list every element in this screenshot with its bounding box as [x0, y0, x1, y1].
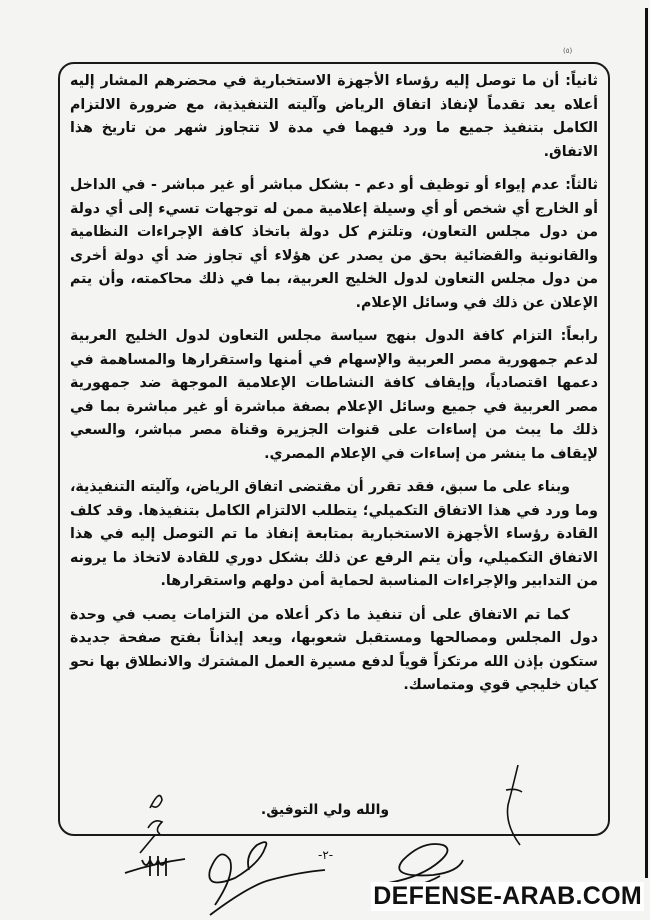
signature-stroke-frame-right	[500, 760, 540, 850]
paragraph-text: عدم إيواء أو توظيف أو دعم - بشكل مباشر أو غير مباشر - في الداخل أو الخارج أي شخص أو أي وسيلة إعلامية ممن له توجهات تسيء إلى أي دولة من دول مجلس التعاون، وتلتزم كل دولة باتخاذ كافة الإجراءات النظامية والقانونية والقضائية بحق من يصدر عن هؤلاء أي تجاوز ضد أي دولة أخرى من دول مجلس التعاون لدول الخليج العربية، بما في ذلك محاكمته، وأن يتم الإعلان عن ذلك في وسائل الإعلام.	[70, 177, 598, 311]
signature-middle	[185, 835, 335, 920]
scan-edge-line	[645, 8, 648, 878]
watermark: DEFENSE-ARAB.COM	[373, 882, 642, 910]
paragraph-text: وبناء على ما سبق، فقد تقرر أن مقتضى اتفاق الرياض، وآليته التنفيذية، وما ورد في هذا الاتفاق التكميلي؛ يتطلب الالتزام الكامل بتنفيذها. وقد كلف القادة رؤساء الأجهزة الاستخبارية بمتابعة إنفاذ ما تم التوصل إليه في هذا الاتفاق التكميلي، وأن يتم الرفع عن ذلك بشكل دوري للقادة لاتخاذ ما يرونه من التدابير والإجراءات المناسبة لحماية أمن دولهم واستقرارها.	[70, 479, 598, 589]
paragraph-label: رابعاً:	[560, 328, 598, 344]
top-mark: (٥)	[563, 47, 573, 55]
paragraph-agreement	[70, 604, 598, 698]
paragraph-text: كما تم الاتفاق على أن تنفيذ ما ذكر أعلاه من التزامات يصب في وحدة دول المجلس ومصالحها ومستقبل شعوبها، ويعد إيذاناً بفتح صفحة جديدة ستكون بإذن الله مرتكزاً قوياً لدفع مسيرة العمل المشترك والانطلاق بها نحو كيان خليجي قوي ومتماسك.	[70, 606, 598, 693]
paragraph-fourth	[70, 325, 598, 466]
paragraph-label: ثالثاً:	[565, 177, 598, 193]
paragraph-second	[70, 70, 598, 164]
paragraph-third	[70, 174, 598, 315]
paragraph-label: ثانياً:	[565, 73, 598, 89]
closing-line: والله ولي التوفيق.	[260, 802, 390, 818]
document-body	[70, 70, 598, 708]
paragraph-text: التزام كافة الدول بنهج سياسة مجلس التعاون لدول الخليج العربية لدعم جمهورية مصر العربية والإسهام في أمنها واستقرارها والمساهمة في دعمها اقتصادياً، وإيقاف كافة النشاطات الإعلامية الموجهة ضد جمهورية مصر العربية في جميع وسائل الإعلام بصفة مباشرة أو غير مباشرة بما في ذلك ما يبث من إساءات على قنوات الجزيرة وقناة مصر مباشر، والسعي لإيقاف ما ينشر من إساءات في الإعلام المصري.	[70, 328, 598, 462]
paragraph-text: أن ما توصل إليه رؤساء الأجهزة الاستخبارية في محضرهم المشار إليه أعلاه يعد تقدماً لإنفاذ اتفاق الرياض وآليته التنفيذية، مع ضرورة الالتزام الكامل بتنفيذ جميع ما ورد فيهما في مدة لا تتجاوز شهر من تاريخ هذا الاتفاق.	[70, 73, 598, 160]
page-number: -٢-	[318, 848, 334, 862]
paragraph-conclusion	[70, 476, 598, 594]
